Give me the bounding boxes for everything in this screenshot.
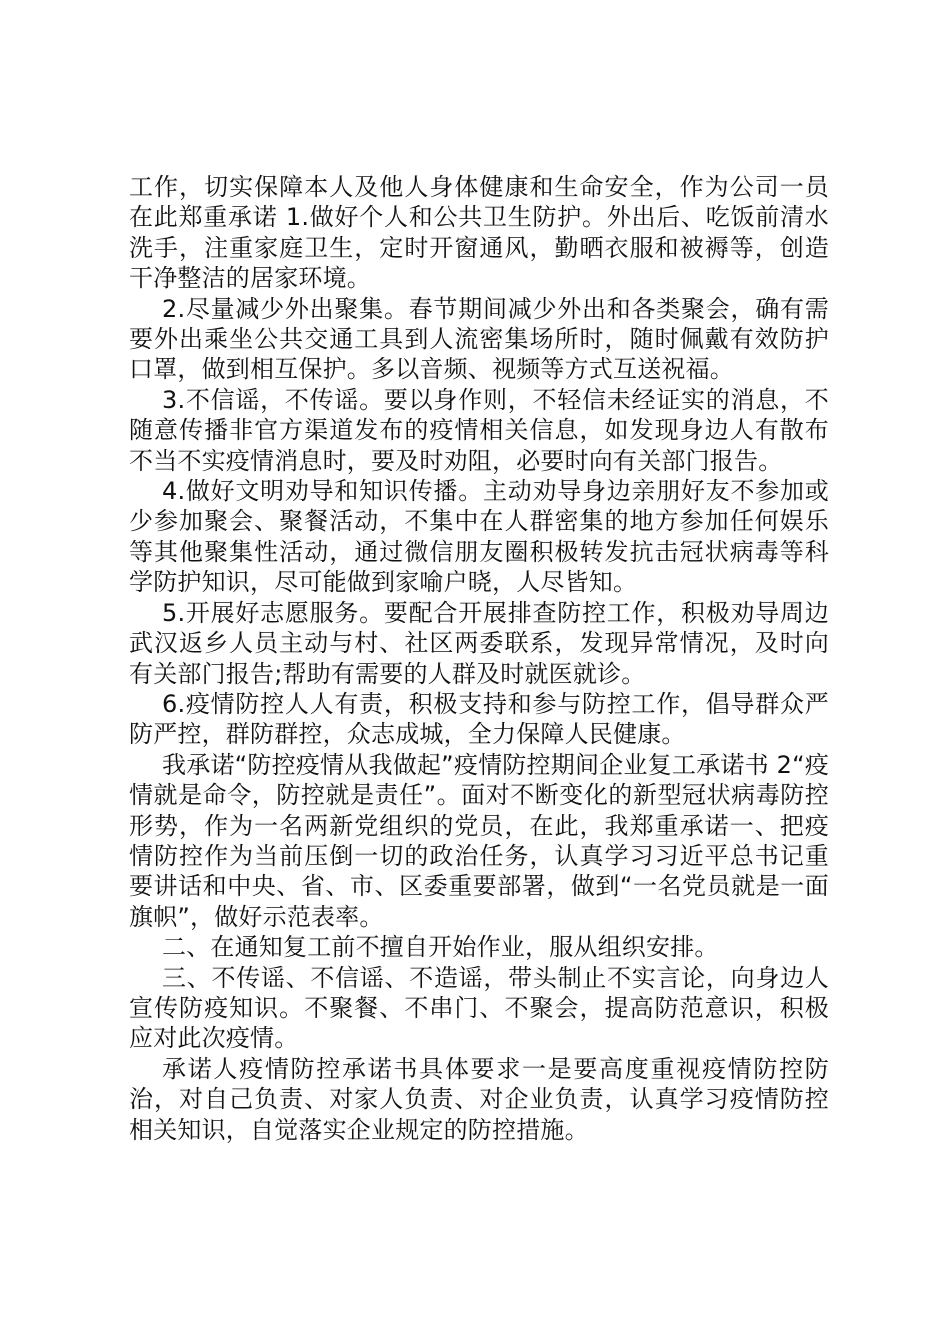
paragraph-item-2: 2.尽量减少外出聚集。春节期间减少外出和各类聚会，确有需要外出乘坐公共交通工具到人流密集场所时，随时佩戴有效防护口罩，做到相互保护。多以音频、视频等方式互送祝福。 bbox=[129, 294, 829, 384]
paragraph-item-5: 5.开展好志愿服务。要配合开展排查防控工作，积极劝导周边武汉返乡人员主动与村、社区两委联系，发现异常情况，及时向有关部门报告;帮助有需要的人群及时就医就诊。 bbox=[129, 598, 829, 688]
paragraph-intro: 工作，切实保障本人及他人身体健康和生命安全，作为公司一员在此郑重承诺 1.做好个人和公共卫生防护。外出后、吃饭前清水洗手，注重家庭卫生，定时开窗通风，勤晒衣服和被褥等，创造干净整洁的居家环境。 bbox=[129, 173, 829, 293]
paragraph-item-6: 6.疫情防控人人有责，积极支持和参与防控工作，倡导群众严防严控，群防群控，众志成城，全力保障人民健康。 bbox=[129, 689, 829, 749]
paragraph-requirements: 承诺人疫情防控承诺书具体要求一是要高度重视疫情防控防治，对自己负责、对家人负责、对企业负责，认真学习疫情防控相关知识，自觉落实企业规定的防控措施。 bbox=[129, 1054, 829, 1144]
paragraph-pledge-point-3: 三、不传谣、不信谣、不造谣，带头制止不实言论，向身边人宣传防疫知识。不聚餐、不串门、不聚会，提高防范意识，积极应对此次疫情。 bbox=[129, 963, 829, 1053]
paragraph-pledge-2: 我承诺“防控疫情从我做起”疫情防控期间企业复工承诺书 2“疫情就是命令，防控就是责任”。面对不断变化的新型冠状病毒防控形势，作为一名两新党组织的党员，在此，我郑重承诺一、把疫情防控作为当前压倒一切的政治任务，认真学习习近平总书记重要讲话和中央、省、市、区委重要部署，做到“一名党员就是一面旗帜”，做好示范表率。 bbox=[129, 750, 829, 931]
document-body bbox=[129, 172, 829, 1145]
paragraph-item-3: 3.不信谣，不传谣。要以身作则，不轻信未经证实的消息，不随意传播非官方渠道发布的疫情相关信息，如发现身边人有散布不当不实疫情消息时，要及时劝阻，必要时向有关部门报告。 bbox=[129, 385, 829, 475]
paragraph-pledge-point-2: 二、在通知复工前不擅自开始作业，服从组织安排。 bbox=[162, 933, 719, 962]
paragraph-item-4: 4.做好文明劝导和知识传播。主动劝导身边亲朋好友不参加或少参加聚会、聚餐活动，不集中在人群密集的地方参加任何娱乐等其他聚集性活动，通过微信朋友圈积极转发抗击冠状病毒等科学防护知识，尽可能做到家喻户晓，人尽皆知。 bbox=[129, 477, 829, 597]
